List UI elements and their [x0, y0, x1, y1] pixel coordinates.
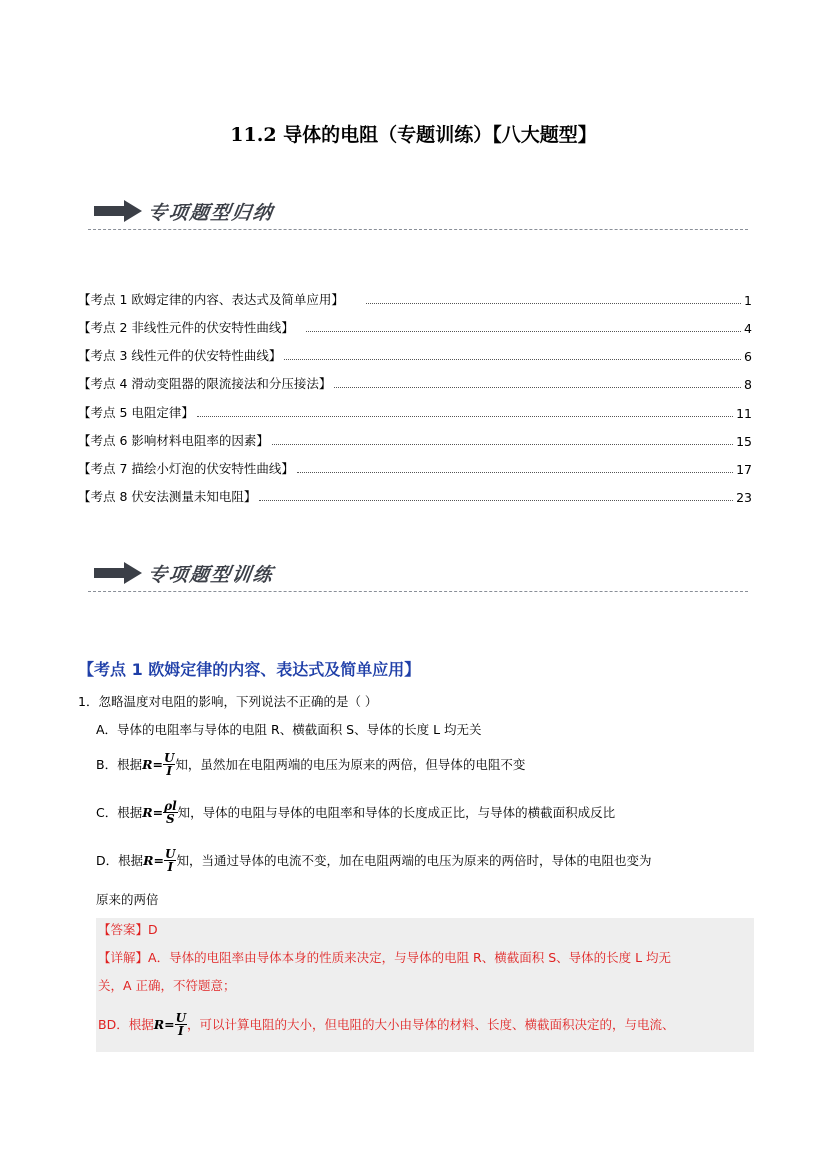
- section-banner-training: [88, 558, 748, 592]
- answer-detail-a: 【详解】A．导体的电阻率由导体本身的性质来决定，与导体的电阻 R、横截面积 S、导体的长度 L 均无: [98, 950, 672, 965]
- arrow-icon: [94, 200, 142, 222]
- toc-item[interactable]: 【考点 2 非线性元件的伏安特性曲线】 4: [78, 320, 752, 336]
- banner-divider: [88, 591, 748, 592]
- page-title: 11.2 导体的电阻（专题训练）【八大题型】: [230, 124, 597, 146]
- question-stem: 1．忽略温度对电阻的影响，下列说法不正确的是（ ）: [78, 694, 378, 709]
- formula-fraction: $\frac{U}{I}$: [163, 751, 175, 778]
- option-a: A．导体的电阻率与导体的电阻 R、横截面积 S、导体的长度 L 均无关: [96, 722, 482, 737]
- toc-item[interactable]: 【考点 5 电阻定律】 11: [78, 405, 752, 421]
- banner-title: 专项题型归纳: [146, 202, 276, 224]
- answer: 【答案】D: [98, 922, 158, 937]
- banner-divider: [88, 229, 748, 230]
- answer-detail-bd: BD．根据 R = $\frac{U}{I}$ ，可以计算电阻的大小，但电阻的大小由导体的材料、长度、横截面积决定的，与电流、: [98, 1012, 675, 1037]
- section-banner-summary: [88, 196, 748, 230]
- formula-fraction: $\frac{\rho l}{S}$: [164, 799, 177, 826]
- option-d: D．根据 R = $\frac{U}{I}$ 知，当通过导体的电流不变，加在电阻两端的电压为原来的两倍时，导体的电阻也变为: [96, 847, 652, 874]
- banner-title: 专项题型训练: [146, 564, 276, 586]
- arrow-icon: [94, 562, 142, 584]
- toc-item[interactable]: 【考点 3 线性元件的伏安特性曲线】 6: [78, 348, 752, 364]
- option-c: C．根据 R = $\frac{\rho l}{S}$ 知，导体的电阻与导体的电阻率和导体的长度成正比，与导体的横截面积成反比: [96, 799, 616, 826]
- formula-fraction: $\frac{U}{I}$: [165, 847, 176, 874]
- option-b: B．根据 R = $\frac{U}{I}$ 知，虽然加在电阻两端的电压为原来的两倍，但导体的电阻不变: [96, 751, 526, 778]
- toc-item[interactable]: 【考点 4 滑动变阻器的限流接法和分压接法】 8: [78, 376, 752, 392]
- answer-detail-a-continued: 关，A 正确，不符题意；: [98, 978, 236, 993]
- toc-item[interactable]: 【考点 6 影响材料电阻率的因素】 15: [78, 433, 752, 449]
- formula-fraction: $\frac{U}{I}$: [175, 1012, 187, 1037]
- toc-item[interactable]: 【考点 8 伏安法测量未知电阻】 23: [78, 489, 752, 505]
- toc-item[interactable]: 【考点 1 欧姆定律的内容、表达式及简单应用】 1: [78, 292, 752, 308]
- toc-item[interactable]: 【考点 7 描绘小灯泡的伏安特性曲线】 17: [78, 461, 752, 477]
- section-heading: 【考点 1 欧姆定律的内容、表达式及简单应用】: [78, 660, 421, 679]
- option-d-continued: 原来的两倍: [96, 892, 159, 907]
